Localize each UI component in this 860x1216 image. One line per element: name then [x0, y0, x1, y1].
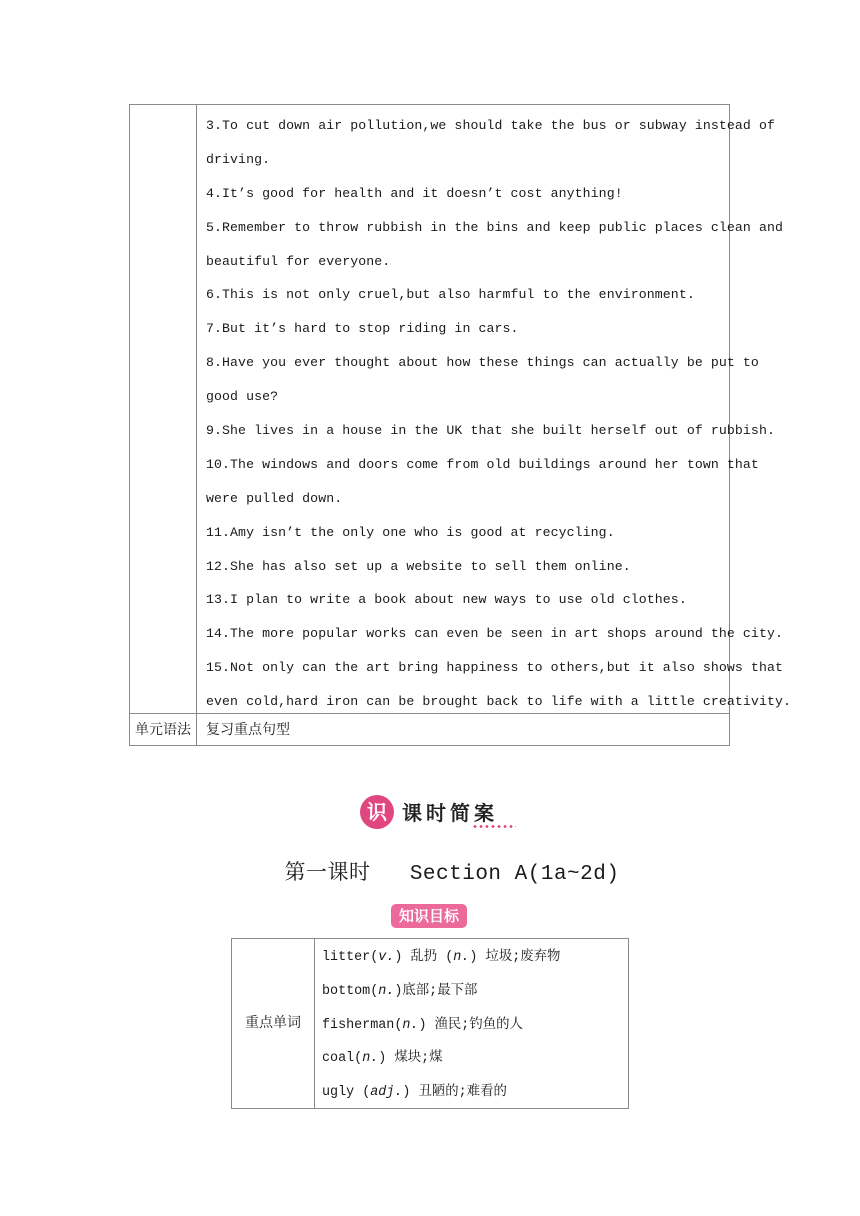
sentence-line: 6.This is not only cruel,but also harmful to the environment.	[206, 287, 695, 303]
dotted-underline	[472, 825, 516, 828]
vocab-table	[231, 938, 629, 1109]
grammar-value: 复习重点句型	[206, 722, 290, 738]
grammar-row	[130, 713, 729, 746]
sentence-line: 5.Remember to throw rubbish in the bins and keep public places clean and	[206, 219, 783, 235]
knowledge-goal-badge: 知识目标	[391, 904, 467, 928]
grammar-label: 单元语法	[130, 714, 197, 746]
sentence-line: 9.She lives in a house in the UK that she built herself out of rubbish.	[206, 423, 775, 439]
sentence-line: were pulled down.	[206, 490, 343, 506]
vocab-item: coal(n.) 煤块;煤	[322, 1051, 443, 1067]
sentence-line: 13.I plan to write a book about new ways to use old clothes.	[206, 592, 687, 608]
sentence-line: 10.The windows and doors come from old buildings around her town that	[206, 456, 759, 472]
banner-title: 课时简案	[402, 801, 498, 825]
knowledge-icon: 识	[360, 795, 394, 829]
vocab-label: 重点单词	[232, 939, 315, 1108]
sentence-line: 3.To cut down air pollution,we should take the bus or subway instead of	[206, 118, 775, 133]
vocab-item: ugly (adj.) 丑陋的;难看的	[322, 1085, 507, 1101]
sentence-line: good use?	[206, 389, 279, 405]
sentence-line: 15.Not only can the art bring happiness to others,but it also shows that	[206, 660, 783, 676]
vocab-item: fisherman(n.) 渔民;钓鱼的人	[322, 1017, 523, 1033]
table-left-cell	[130, 105, 197, 713]
lesson-title: 第一课时 Section A(1a~2d)	[284, 863, 620, 886]
vocab-item: bottom(n.)底部;最下部	[322, 983, 478, 999]
sentence-line: even cold,hard iron can be brought back to life with a little creativity.	[206, 694, 792, 710]
sentence-line: 11.Amy isn’t the only one who is good at recycling.	[206, 524, 615, 540]
sentence-line: 8.Have you ever thought about how these things can actually be put to	[206, 355, 759, 371]
key-sentences	[206, 109, 792, 719]
sentence-line: 7.But it’s hard to stop riding in cars.	[206, 321, 519, 337]
vocab-item: litter(v.) 乱扔 (n.) 垃圾;废弃物	[322, 950, 561, 965]
sentence-line: 14.The more popular works can even be seen in art shops around the city.	[206, 626, 783, 642]
lesson-plan-banner	[360, 795, 520, 831]
sentence-line: 4.It’s good for health and it doesn’t cost anything!	[206, 185, 623, 201]
sentences-table	[129, 104, 792, 746]
sentence-line: beautiful for everyone.	[206, 253, 391, 269]
sentence-line: 12.She has also set up a website to sell them online.	[206, 558, 631, 574]
sentence-line: driving.	[206, 151, 271, 167]
vocab-list	[322, 941, 622, 1110]
